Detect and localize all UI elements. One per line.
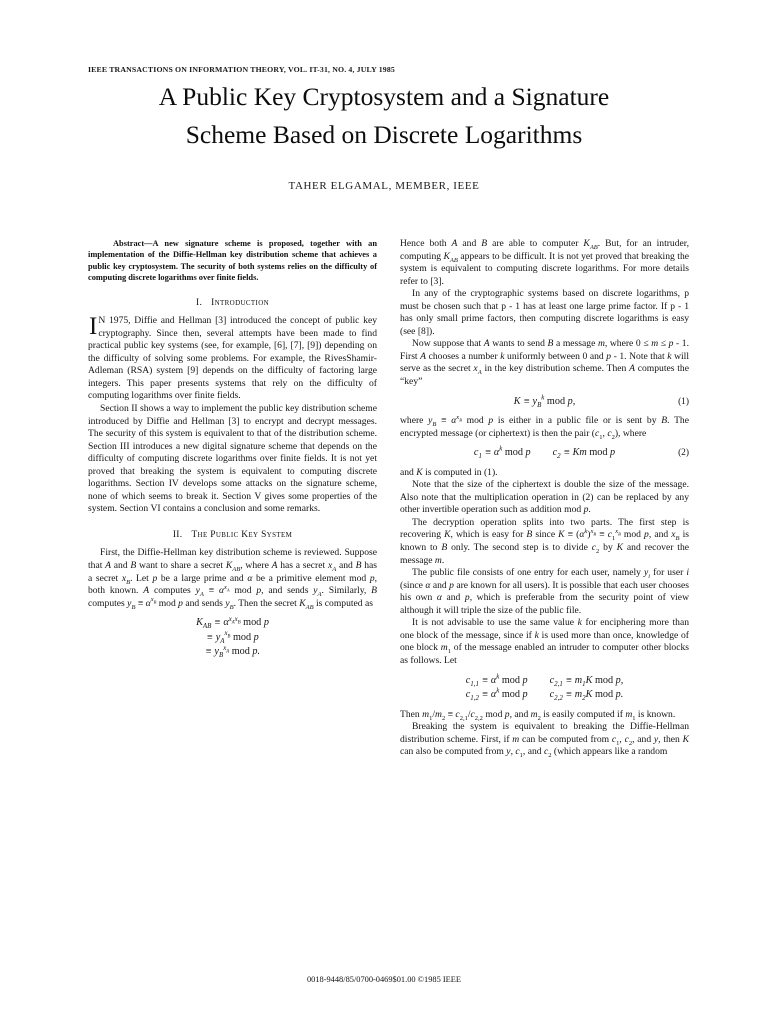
section-2-title: The Public Key System [191,529,293,540]
abstract-text: A new signature scheme is proposed, together with an implementation of the Diffie-Hellman key distribution scheme that achieves a public key cryptosystem. The security of both systems relies on the difficulty of computing discrete logarithms over finite fields. [88,239,377,283]
message-setup-paragraph: Now suppose that A wants to send B a message m, where 0 ≤ m ≤ p - 1. First A chooses a number k uniformly between 0 and p - 1. Note that k will serve as the secret $x_A$ in the key distribution scheme. Then A computes the “key” [400,338,690,388]
section-1-title: Introduction [211,297,270,308]
sections-overview-paragraph: Section II shows a way to implement the public key distribution scheme introduced by Diffie and Hellman [3] to encrypt and decrypt messages. The security of this system is equivalent to that of the distribution scheme. Section III introduces a new digital signature scheme that depends on the difficulty of computing discrete logarithms over finite fields. It is not yet proved that breaking the system is equivalent to computing discrete logarithms. Section IV develops some attacks on the signature scheme, none of which seems to break it. Section V gives some properties of the system. Section VI contains a conclusion and some remarks. [88,403,377,515]
public-file-paragraph: The public file consists of one entry for each user, namely $y_i$ for user i (since α and p are known for all users). It is possible that each user chooses his own α and p, which is preferable from the security point of view although it will triple the size of the public file. [400,567,689,616]
column-right [400,238,689,759]
equation-kab-line-1: $K_{AB} \equiv \alpha^{x_Ax_B}$ mod p [196,615,269,631]
title-line-1: A Public Key Cryptosystem and a Signature [158,82,610,111]
running-head: IEEE TRANSACTIONS ON INFORMATION THEORY, VOL. IT-31, NO. 4, JULY 1985 [88,65,395,74]
equation-kab [88,617,377,659]
section-2-numeral: II. [172,529,183,540]
ciphertext-size-paragraph: Note that the size of the ciphertext is double the size of the message. Also note that the multiplication operation in (2) can be replaced by any other invertible operation such as addition mod p. [400,479,689,516]
intro-paragraph [88,315,377,403]
section-heading-2 [88,529,377,542]
public-file-sent-paragraph: where $y_B \equiv \alpha^{x_B}$ mod p is either in a public file or is sent by B. The encrypted message (or ciphertext) is then the pair ($c_1$, $c_2$), where [400,413,689,441]
equation-1: $K \equiv y_B^k$ mod p, (1) [513,394,689,409]
section-1-numeral: I. [195,297,203,308]
abstract-label: Abstract— [113,239,153,248]
equation-2 [400,447,689,460]
prime-factor-paragraph: In any of the cryptographic systems based on discrete logarithms, p must be chosen such that p - 1 has at least one large prime factor. If p - 1 has only small prime factors, then computing discrete logarithms is easy (see [8]). [400,288,689,337]
equation-pair-line-2: $c_{1,2} \equiv \alpha^k$ mod p $c_{2,2} \equiv m_2K$ mod p. [465,687,624,703]
equation-2-number: (2) [678,448,689,459]
equation-1-number: (1) [678,396,689,407]
intro-paragraph-text: N 1975, Diffie and Hellman [3] introduced the concept of public key cryptography. Since then, several attempts have been made to find practical public key systems (see, for example, [6], [7], [9]) depending on the difficulty of solving some problems. For example, the RivesShamir-Adleman (RSA) system [9] depends on the difficulty of factoring large integers. This paper presents systems that rely on the difficulty of computing logarithms over finite fields. [88,315,377,402]
breaking-system-paragraph: Breaking the system is equivalent to breaking the Diffie-Hellman distribution scheme. First, if m can be computed from $c_1$, $c_2$, and y, then K can also be computed from y, $c_1$, and $c_2$ (which appears like a random [400,721,690,760]
section-heading-1 [88,297,377,310]
hence-paragraph: Hence both A and B are able to computer $K_{AB}$. But, for an intruder, computing $K_{AB}$ appears to be difficult. It is not yet proved that breaking the system is equivalent to computing discrete logarithms. For more details refer to [3]. [400,238,690,287]
equation-2-c1: $c_1 \equiv \alpha^k$ mod p [473,445,531,461]
diffie-hellman-paragraph: First, the Diffie-Hellman key distribution scheme is reviewed. Suppose that A and B want to share a secret $K_{AB}$, where A has a secret $x_A$ and B has a secret $x_B$. Let p be a large prime and α be a primitive element mod p, both known. A computes $y_A \equiv \alpha^{x_A}$ mod p, and sends $y_A$. Similarly, B computes $y_B \equiv \alpha^{x_B}$ mod p and sends $y_B$. Then the secret $K_{AB}$ is computed as [88,547,378,611]
equation-pair-line-1: $c_{1,1} \equiv \alpha^k$ mod p $c_{2,1} \equiv m_1K$ mod p, [465,673,624,688]
title-line-2: Scheme Based on Discrete Logarithms [185,120,583,149]
footer-copyright: 0018-9448/85/0700-0469$01.00 ©1985 IEEE [306,975,462,984]
abstract [88,238,377,284]
decryption-paragraph: The decryption operation splits into two parts. The first step is recovering K, which is easy for B since $K \equiv (\alpha^k)^{x_B} \equiv c_1^{x_B}$ mod p, and $x_B$ is known to B only. The second step is to divide $c_2$ by K and recover the message m. [400,516,690,566]
equation-kab-line-3: ≡ $y_B^{x_A}$ mod p. [205,644,260,660]
column-left [88,238,377,666]
equation-block-pairs [400,675,689,702]
same-k-warning-paragraph: It is not advisable to use the same value k for enciphering more than one block of the message, since if k is used more than once, knowledge of one block $m_1$ of the message enabled an intruder to computer other blocks as follows. Let [400,617,690,666]
author-byline: TAHER ELGAMAL, MEMBER, IEEE [288,180,480,192]
k-computed-paragraph: and K is computed in (1). [400,466,498,478]
drop-cap: I [89,313,98,341]
page-title [60,78,708,154]
ratio-paragraph: Then $m_1/m_2 \equiv c_{2,1}/c_{2,2}$ mod p, and $m_2$ is easily computed if $m_1$ is known. [400,708,676,722]
equation-kab-line-2: ≡ $y_A^{x_B}$ mod p [206,630,259,645]
equation-2-c2: $c_2 \equiv Km$ mod p [552,447,616,461]
